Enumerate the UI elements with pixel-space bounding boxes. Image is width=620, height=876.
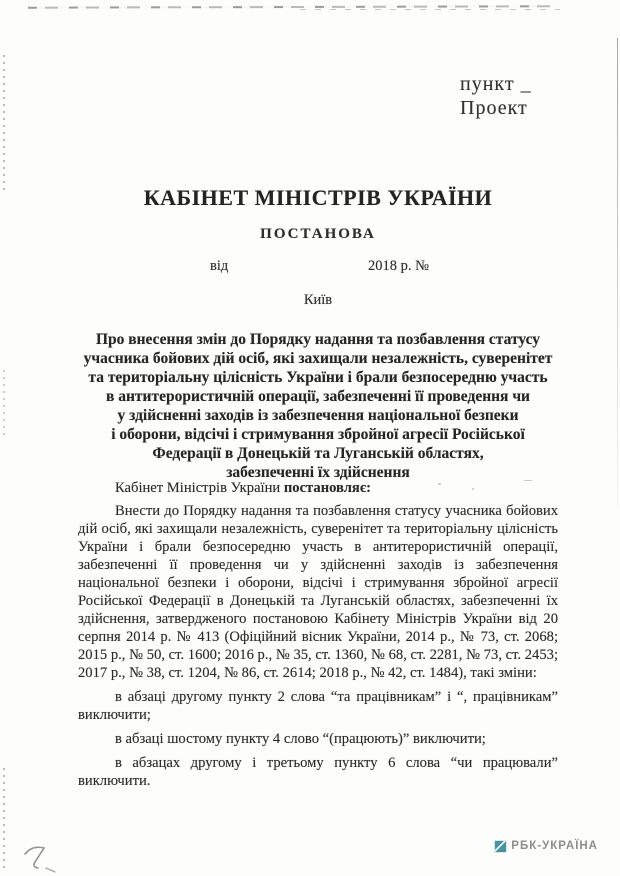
body-paragraph: в абзаці другому пункту 2 слова “та працівникам” і “, працівникам” виключити; [78, 689, 558, 723]
date-row [78, 258, 558, 276]
enacting-clause [78, 479, 558, 497]
date-label: від [210, 258, 229, 274]
subject-line: Про внесення змін до Порядку надання та позбавлення статусу [95, 331, 541, 348]
rbc-ukraine-watermark [495, 840, 598, 852]
corner-note [460, 72, 532, 120]
pencil-mark [22, 842, 66, 876]
corner-note-proekt: Проект [460, 97, 528, 119]
scan-top-edge-artifact-faint [300, 9, 560, 10]
date-value: 2018 р. № [368, 258, 429, 274]
document-subject [62, 330, 574, 482]
subject-line: Федерації в Донецькій та Луганській областях, [152, 445, 484, 462]
document-title: КАБІНЕТ МІНІСТРІВ УКРАЇНИ [143, 185, 493, 210]
subject-line: та територіальну цілісність України і брали безпосередню участь [88, 369, 548, 386]
body-paragraph: в абзацах другому і третьому пункту 6 слова “чи працювали” виключити. [78, 755, 558, 789]
document-body [78, 479, 558, 797]
city-label: Київ [303, 292, 333, 308]
subject-line: учасника бойових дій осіб, які захищали незалежність, суверенітет [83, 350, 553, 367]
scan-left-edge-speckles [3, 768, 5, 868]
rbc-logo-icon [495, 841, 506, 852]
subject-line: в антитерористичній операції, забезпеченні її проведення чи [105, 388, 530, 405]
subject-line: забезпеченні їх здійснення [226, 464, 410, 481]
scan-left-edge-speckles [3, 55, 5, 190]
subject-line: і оборони, відсічі і стримування збройної агресії Російської [111, 426, 525, 443]
rbc-watermark-label: РБК-УКРАЇНА [511, 840, 598, 852]
document-type: ПОСТАНОВА [260, 226, 376, 242]
enacting-verb: постановляє: [283, 480, 371, 496]
body-paragraph: Внести до Порядку надання та позбавлення статусу учасника бойових дій осіб, які захищали незалежність, суверенітет та територіальну цілісність України і брали безпосередню участь в антитерористичній операції, забезпеченні її проведення чи у здійсненні заходів із забезпечення національної безпеки і оборони, відсічі і стримування збройної агресії Російської Федерації в Донецькій та Луганській областях, забезпеченні їх здійснення, затвердженого постановою Кабінету Міністрів України від 20 серпня 2014 р. № 413 (Офіційний вісник України, 2014 р., № 73, ст. 2068; 2015 р., № 50, ст. 1600; 2016 р., № 35, ст. 1360, № 68, ст. 2281, № 73, ст. 2453; 2017 р., № 38, ст. 1204, № 86, ст. 2614; 2018 р., № 42, ст. 1484), такі зміни: [78, 503, 558, 681]
scan-right-edge-artifact [617, 38, 618, 508]
body-paragraph: в абзаці шостому пункту 4 слово “(працюють)” виключити; [115, 731, 486, 747]
enacting-lead: Кабінет Міністрів України [115, 480, 284, 496]
scan-left-edge-speckles [3, 370, 5, 440]
subject-line: у здійсненні заходів із забезпечення національної безпеки [117, 407, 519, 424]
corner-note-punkt: пункт _ [460, 73, 532, 95]
